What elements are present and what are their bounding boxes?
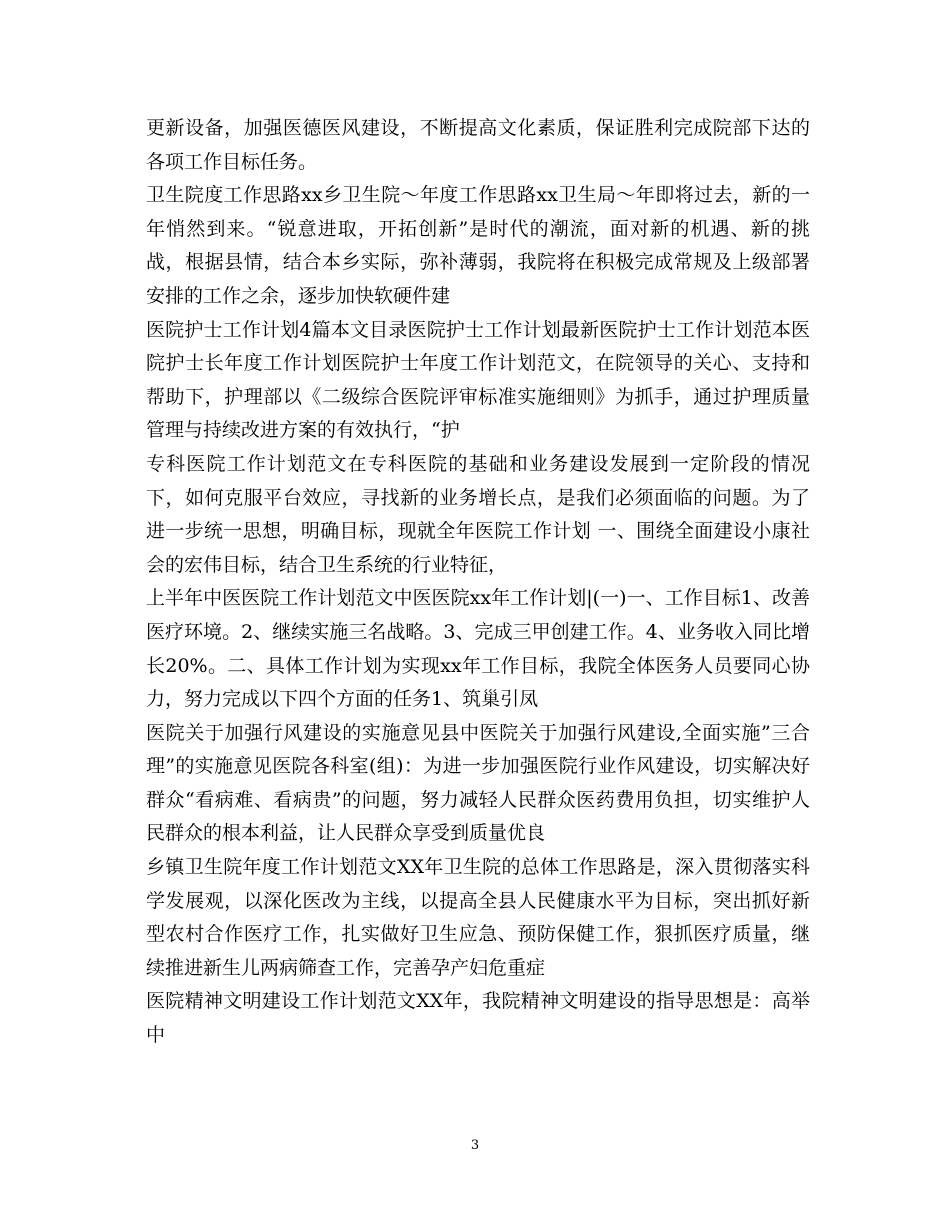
paragraph-8: 医院精神文明建设工作计划范文XX年，我院精神文明建设的指导思想是：高举中 [146, 990, 810, 1047]
paragraph-4: 专科医院工作计划范文在专科医院的基础和业务建设发展到一定阶段的情况下，如何克服平台效应，寻找新的业务增长点，是我们必须面临的问题。为了进一步统一思想，明确目标，现就全年医院工作计划 一、围绕全面建设小康社会的宏伟目标，结合卫生系统的行业特征， [146, 452, 810, 576]
page-number: 3 [470, 1138, 480, 1153]
paragraph-3: 医院护士工作计划4篇本文目录医院护士工作计划最新医院护士工作计划范本医院护士长年度工作计划医院护士年度工作计划范文，在院领导的关心、支持和帮助下，护理部以《二级综合医院评审标准实施细则》为抓手，通过护理质量管理与持续改进方案的有效执行，“护 [146, 318, 810, 442]
paragraph-7: 乡镇卫生院年度工作计划范文XX年卫生院的总体工作思路是，深入贯彻落实科学发展观，以深化医改为主线，以提高全县人民健康水平为目标，突出抓好新型农村合作医疗工作，扎实做好卫生应急、预防保健工作，狠抓医疗质量，继续推进新生儿两病筛查工作，完善孕产妇危重症 [146, 856, 810, 979]
paragraph-1: 更新设备，加强医德医风建设，不断提高文化素质，保证胜利完成院部下达的各项工作目标任务。 [146, 117, 810, 173]
paragraph-5: 上半年中医医院工作计划范文中医医院xx年工作计划|(一)一、工作目标1、改善医疗环境。2、继续实施三名战略。3、完成三甲创建工作。4、业务收入同比增长20%。二、具体工作计划为实现xx年工作目标，我院全体医务人员要同心协力，努力完成以下四个方面的任务1、筑巢引凤 [146, 587, 810, 711]
paragraph-2: 卫生院度工作思路xx乡卫生院～年度工作思路xx卫生局～年即将过去，新的一年悄然到来。“锐意进取，开拓创新”是时代的潮流，面对新的机遇、新的挑战，根据县情，结合本乡实际，弥补薄弱，我院将在积极完成常规及上级部署安排的工作之余，逐步加快软硬件建 [146, 184, 810, 307]
body-text [146, 112, 810, 1053]
paragraph-6: 医院关于加强行风建设的实施意见县中医院关于加强行风建设,全面实施”三合理”的实施意见医院各科室(组)：为进一步加强医院行业作风建设，切实解决好群众“看病难、看病贵”的问题，努力减轻人民群众医药费用负担，切实维护人民群众的根本利益，让人民群众享受到质量优良 [146, 721, 810, 845]
